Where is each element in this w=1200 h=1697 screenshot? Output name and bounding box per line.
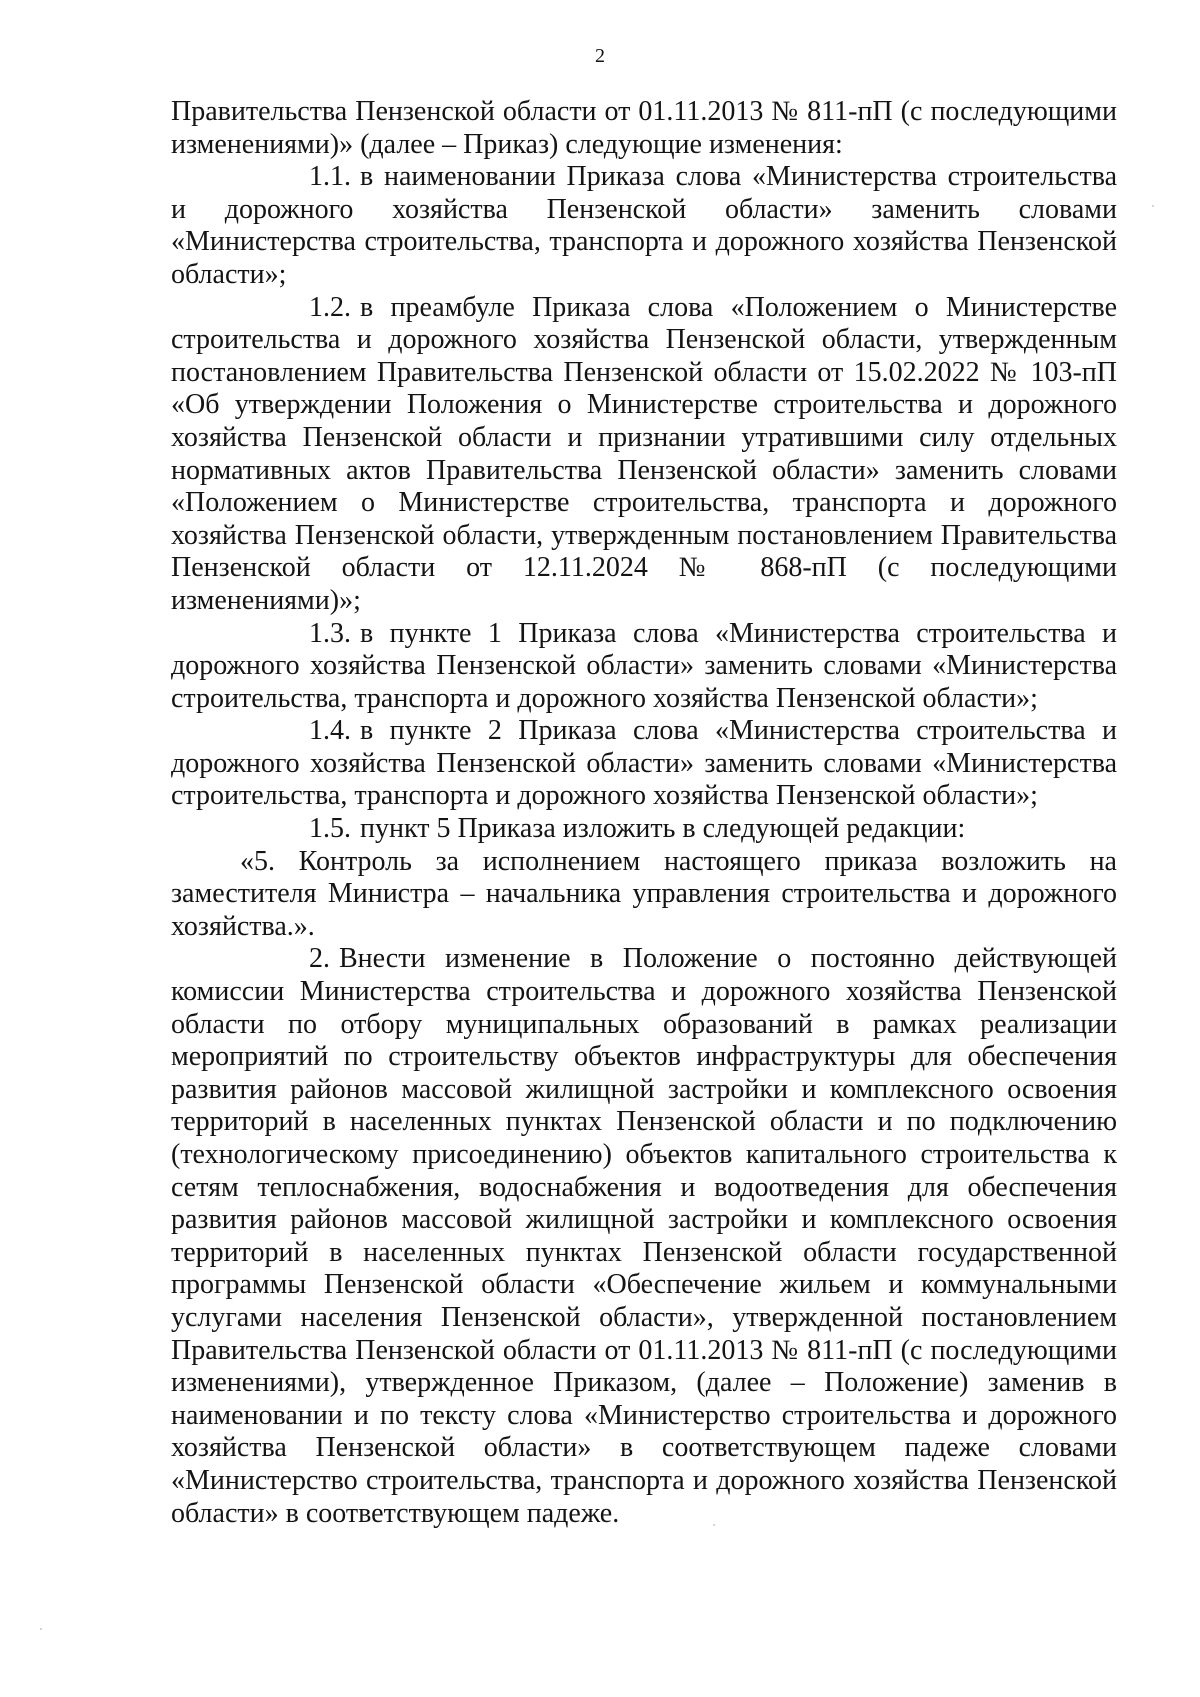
paragraph-1-2 <box>171 292 1117 618</box>
item-number: 2. <box>309 943 330 975</box>
item-number: 1.1. <box>309 161 351 193</box>
item-text: пункт 5 Приказа изложить в следующей редакции: <box>360 813 966 845</box>
scan-speck <box>1152 205 1154 207</box>
item-text: Внести изменение в Положение о постоянно действующей комиссии Министерства строительства и дорожного хозяйства Пензенской области по отбору муниципальных образований в рамках реализации мероприятий по строительству объектов инфраструктуры для обеспечения развития районов массовой жилищной застройки и комплексного освоения территорий в населенных пунктах Пензенской области и по подключению (технологическому присоединению) объектов капитального строительства к сетям теплоснабжения, водоснабжения и водоотведения для обеспечения развития районов массовой жилищной застройки и комплексного освоения территорий в населенных пунктах Пензенской области государственной программы Пензенской области «Обеспечение жильем и коммунальными услугами населения Пензенской области», утвержденной постановлением Правительства Пензенской области от 01.11.2013 № 811-пП (с последующими изменениями), утвержденное Приказом, (далее – Положение) заменив в наименовании и по тексту слова «Министерство строительства и дорожного хозяйства Пензенской области» в соответствующем падеже словами «Министерство строительства, транспорта и дорожного хозяйства Пензенской области» в соответствующем падеже. <box>171 943 1117 1529</box>
item-number: 1.2. <box>309 291 351 323</box>
item-text: в пункте 1 Приказа слова «Министерства строительства и дорожного хозяйства Пензенской области» заменить словами «Министерства строительства, транспорта и дорожного хозяйства Пензенской области»; <box>171 617 1117 714</box>
item-number: 1.5. <box>309 813 351 845</box>
scan-speck <box>40 1628 42 1630</box>
scan-speck <box>713 1524 715 1526</box>
paragraph-1-5 <box>171 813 1117 846</box>
item-text: в преамбуле Приказа слова «Положением о Министерстве строительства и дорожного хозяйства Пензенской области, утвержденным постановлением Правительства Пензенской области от 15.02.2022 № 103-пП «Об утверждении Положения о Министерстве строительства и дорожного хозяйства Пензенской области и признании утратившими силу отдельных нормативных актов Правительства Пензенской области» заменить словами «Положением о Министерстве строительства, транспорта и дорожного хозяйства Пензенской области, утвержденным постановлением Правительства Пензенской области от 12.11.2024 № 868-пП (с последующими изменениями)»; <box>171 291 1117 616</box>
item-number: 1.4. <box>309 715 351 747</box>
item-number: 1.3. <box>309 617 351 649</box>
paragraph-2 <box>171 943 1117 1530</box>
paragraph-quoted-item-5: «5. Контроль за исполнением настоящего приказа возложить на заместителя Министра – начальника управления строительства и дорожного хозяйства.». <box>171 845 1117 942</box>
paragraph-1-4 <box>171 715 1117 813</box>
document-body <box>171 96 1117 1530</box>
paragraph-1-3 <box>171 618 1117 716</box>
item-text: в пункте 2 Приказа слова «Министерства строительства и дорожного хозяйства Пензенской области» заменить словами «Министерства строительства, транспорта и дорожного хозяйства Пензенской области»; <box>171 715 1117 812</box>
page-number: 2 <box>595 45 605 67</box>
paragraph-continuation: Правительства Пензенской области от 01.11.2013 № 811-пП (с последующими изменениями)» (далее – Приказ) следующие изменения: <box>171 96 1117 160</box>
paragraph-1-1 <box>171 161 1117 291</box>
item-text: в наименовании Приказа слова «Министерства строительства и дорожного хозяйства Пензенской области» заменить словами «Министерства строительства, транспорта и дорожного хозяйства Пензенской области»; <box>171 161 1117 290</box>
